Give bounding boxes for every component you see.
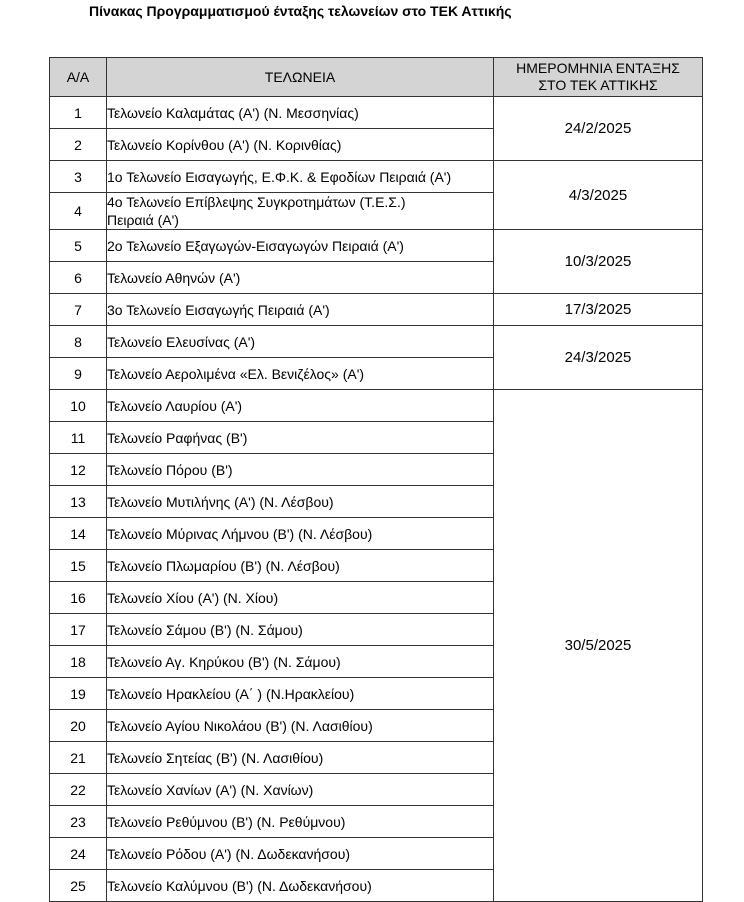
row-number: 4	[50, 193, 107, 230]
integration-date: 10/3/2025	[494, 230, 703, 294]
row-number: 19	[50, 678, 107, 710]
table-row	[50, 230, 703, 262]
customs-office: Τελωνείο Πόρου (Β')	[107, 454, 494, 486]
header-date	[494, 58, 703, 97]
customs-office: Τελωνείο Μυτιλήνης (Α') (Ν. Λέσβου)	[107, 486, 494, 518]
customs-office: Τελωνείο Πλωμαρίου (Β') (Ν. Λέσβου)	[107, 550, 494, 582]
integration-date: 24/3/2025	[494, 326, 703, 390]
customs-office: 1ο Τελωνείο Εισαγωγής, Ε.Φ.Κ. & Εφοδίων Πειραιά (Α')	[107, 161, 494, 193]
header-date-label: ΗΜΕΡΟΜΗΝΙΑ ΕΝΤΑΞΗΣ ΣΤΟ ΤΕΚ ΑΤΤΙΚΗΣ	[516, 60, 680, 93]
customs-office: Τελωνείο Ρεθύμνου (Β') (Ν. Ρεθύμνου)	[107, 806, 494, 838]
row-number: 16	[50, 582, 107, 614]
customs-office: Τελωνείο Κορίνθου (Α') (Ν. Κορινθίας)	[107, 129, 494, 161]
customs-office: Τελωνείο Αερολιμένα «Ελ. Βενιζέλος» (Α')	[107, 358, 494, 390]
row-number: 13	[50, 486, 107, 518]
customs-office: Τελωνείο Αγίου Νικολάου (Β') (Ν. Λασιθίου)	[107, 710, 494, 742]
customs-office: Τελωνείο Ραφήνας (Β')	[107, 422, 494, 454]
row-number: 6	[50, 262, 107, 294]
customs-schedule-table	[49, 57, 703, 902]
integration-date: 17/3/2025	[494, 294, 703, 326]
customs-office: Τελωνείο Μύρινας Λήμνου (Β') (Ν. Λέσβου)	[107, 518, 494, 550]
row-number: 21	[50, 742, 107, 774]
customs-office: Τελωνείο Αθηνών (Α')	[107, 262, 494, 294]
table-row	[50, 97, 703, 129]
customs-office: Τελωνείο Ρόδου (Α') (Ν. Δωδεκανήσου)	[107, 838, 494, 870]
row-number: 24	[50, 838, 107, 870]
row-number: 8	[50, 326, 107, 358]
integration-date: 4/3/2025	[494, 161, 703, 230]
row-number: 2	[50, 129, 107, 161]
table-row	[50, 294, 703, 326]
customs-office: Τελωνείο Σητείας (Β') (Ν. Λασιθίου)	[107, 742, 494, 774]
document-title: Πίνακας Προγραμματισμού ένταξης τελωνείων στο ΤΕΚ Αττικής	[89, 3, 512, 19]
table-row	[50, 161, 703, 193]
table-row	[50, 326, 703, 358]
header-office: ΤΕΛΩΝΕΙΑ	[107, 58, 494, 97]
row-number: 1	[50, 97, 107, 129]
customs-office: Τελωνείο Ηρακλείου (Α΄ ) (Ν.Ηρακλείου)	[107, 678, 494, 710]
customs-office: 2ο Τελωνείο Εξαγωγών-Εισαγωγών Πειραιά (Α')	[107, 230, 494, 262]
header-aa: Α/Α	[50, 58, 107, 97]
row-number: 11	[50, 422, 107, 454]
customs-office: Τελωνείο Σάμου (Β') (Ν. Σάμου)	[107, 614, 494, 646]
customs-office: 4ο Τελωνείο Επίβλεψης Συγκροτημάτων (Τ.Ε.Σ.) Πειραιά (Α')	[107, 193, 494, 230]
customs-office: Τελωνείο Καλύμνου (Β') (Ν. Δωδεκανήσου)	[107, 870, 494, 902]
row-number: 20	[50, 710, 107, 742]
row-number: 15	[50, 550, 107, 582]
row-number: 18	[50, 646, 107, 678]
row-number: 23	[50, 806, 107, 838]
row-number: 3	[50, 161, 107, 193]
row-number: 7	[50, 294, 107, 326]
row-number: 22	[50, 774, 107, 806]
row-number: 10	[50, 390, 107, 422]
table-header-row	[50, 58, 703, 97]
customs-office: 3ο Τελωνείο Εισαγωγής Πειραιά (Α')	[107, 294, 494, 326]
customs-office: Τελωνείο Καλαμάτας (Α') (Ν. Μεσσηνίας)	[107, 97, 494, 129]
customs-office: Τελωνείο Λαυρίου (Α')	[107, 390, 494, 422]
integration-date: 24/2/2025	[494, 97, 703, 161]
customs-office: Τελωνείο Χανίων (Α') (Ν. Χανίων)	[107, 774, 494, 806]
customs-office: Τελωνείο Αγ. Κηρύκου (Β') (Ν. Σάμου)	[107, 646, 494, 678]
customs-office: Τελωνείο Χίου (Α') (Ν. Χίου)	[107, 582, 494, 614]
row-number: 17	[50, 614, 107, 646]
customs-office: Τελωνείο Ελευσίνας (Α')	[107, 326, 494, 358]
row-number: 14	[50, 518, 107, 550]
table-row	[50, 390, 703, 422]
row-number: 25	[50, 870, 107, 902]
row-number: 9	[50, 358, 107, 390]
row-number: 5	[50, 230, 107, 262]
integration-date: 30/5/2025	[494, 390, 703, 902]
row-number: 12	[50, 454, 107, 486]
